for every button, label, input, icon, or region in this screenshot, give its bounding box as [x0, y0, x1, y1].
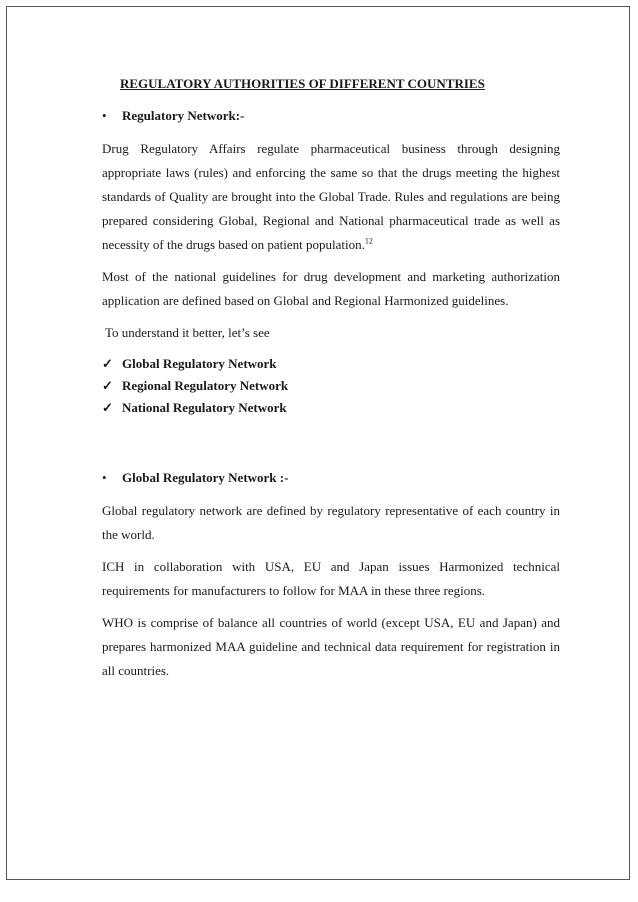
paragraph: Most of the national guidelines for drug development and marketing authorization application are defined based on Global and Regional Harmonized guidelines. — [102, 269, 560, 308]
checkmark-icon: ✓ — [102, 356, 113, 371]
paragraph: ICH in collaboration with USA, EU and Japan issues Harmonized technical requirements for manufacturers to follow for MAA in these three regions. — [102, 559, 560, 598]
list-item-label: National Regulatory Network — [122, 400, 287, 415]
list-item-label: Global Regulatory Network — [122, 356, 277, 371]
section-title: Global Regulatory Network :- — [122, 470, 289, 485]
network-checklist — [102, 353, 560, 419]
section-global-network-heading — [102, 469, 560, 487]
paragraph: To understand it better, let’s see — [105, 325, 270, 340]
section-regulatory-network-heading — [102, 107, 560, 125]
paragraph: Global regulatory network are defined by regulatory representative of each country in the world. — [102, 503, 560, 542]
paragraph: WHO is comprise of balance all countries of world (except USA, EU and Japan) and prepares harmonized MAA guideline and technical data requirement for registration in all countries. — [102, 615, 560, 678]
checkmark-icon: ✓ — [102, 378, 113, 393]
list-item — [102, 375, 560, 397]
paragraph-text: Drug Regulatory Affairs regulate pharmaceutical business through designing appropriate laws (rules) and enforcing the same so that the drugs meeting the highest standards of Quality are brought into the Global Trade. Rules and regulations are being prepared considering Global, Regional and National pharmaceutical trade as well as necessity of the drugs based on patient population. — [102, 141, 560, 252]
list-item — [102, 353, 560, 375]
checkmark-icon: ✓ — [102, 400, 113, 415]
bullet-icon: • — [102, 108, 107, 123]
bullet-icon: • — [102, 470, 107, 485]
section-title: Regulatory Network:- — [122, 108, 245, 123]
reference-superscript: 12 — [364, 236, 373, 246]
paragraph — [102, 137, 560, 257]
list-item — [102, 397, 560, 419]
list-item-label: Regional Regulatory Network — [122, 378, 289, 393]
document-body — [102, 75, 560, 683]
page-title: REGULATORY AUTHORITIES OF DIFFERENT COUNTRIES — [120, 76, 485, 91]
